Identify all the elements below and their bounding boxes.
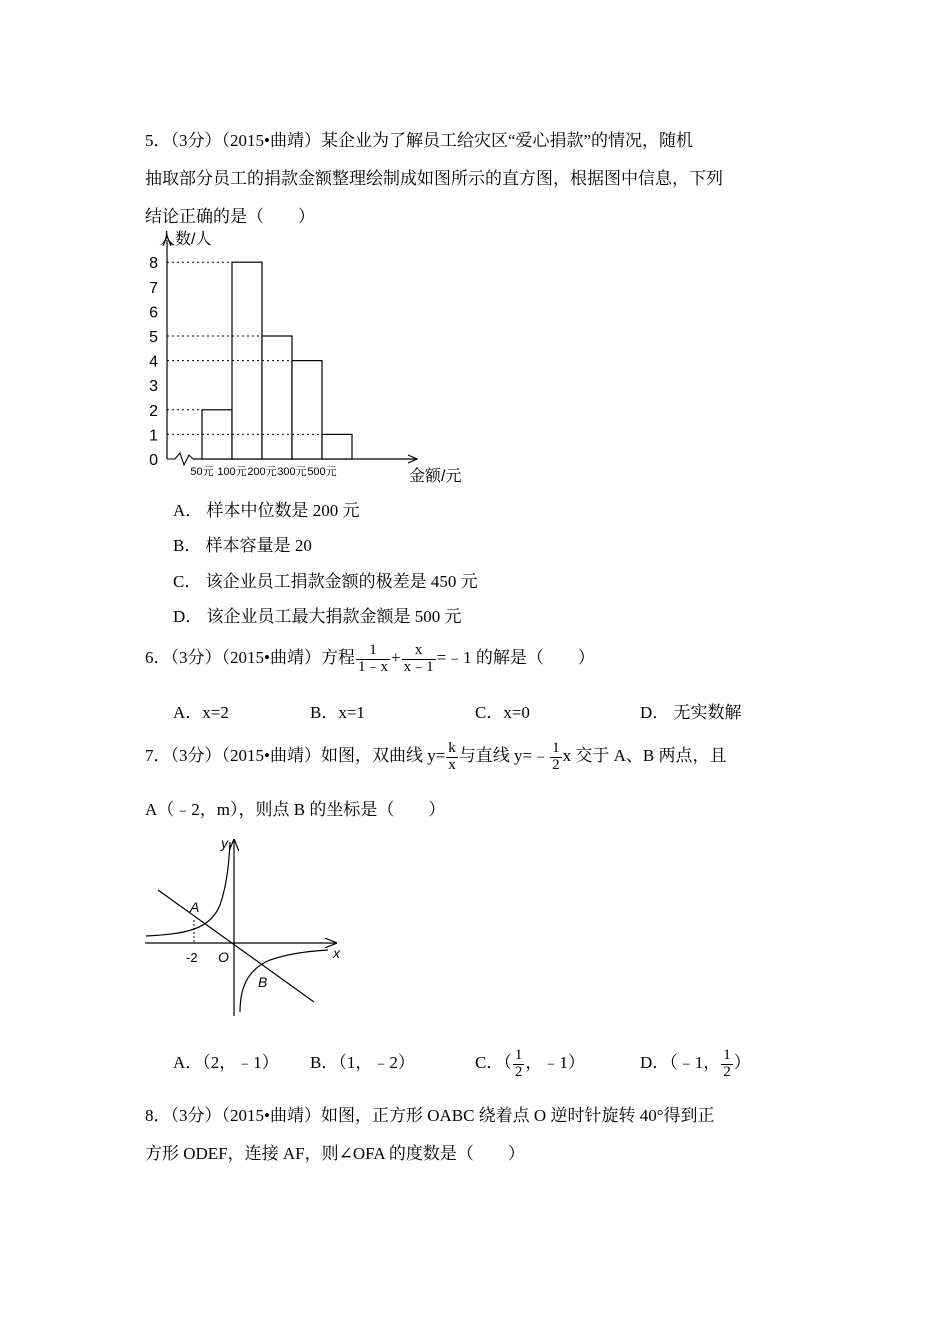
q6-f1-num: 1 <box>356 643 390 660</box>
axis-break-zigzag <box>167 453 193 465</box>
histogram-bar <box>322 434 352 459</box>
q7-option-a: A．（2，﹣1） <box>173 1053 279 1072</box>
q7-h-num: 1 <box>552 739 560 756</box>
q7-optc-den: 2 <box>514 1063 523 1080</box>
q8-line1: 8．（3分）（2015•曲靖）如图，正方形 OABC 绕着点 O 逆时针旋转 40°得到正 <box>145 1106 715 1125</box>
point-a-label: A <box>190 899 200 915</box>
x-axis-title: 金额/元 <box>409 468 462 485</box>
q7-optc-num: 1 <box>514 1046 523 1063</box>
x-tick-label: 300元 <box>277 466 307 478</box>
q8-line2: 方形 ODEF，连接 AF，则∠OFA 的度数是（ ） <box>145 1144 525 1163</box>
y-tick-label: 4 <box>149 353 158 371</box>
q7-half-fraction <box>550 741 562 774</box>
x-tick-label: 500元 <box>307 466 337 478</box>
q6-plus: + <box>390 648 401 667</box>
q6-f1-den: 1﹣x <box>357 658 388 675</box>
histogram-bar <box>262 336 292 459</box>
y-tick-label: 8 <box>149 255 158 273</box>
neg2-label: -2 <box>186 950 198 965</box>
q7-suffix: x 交于 A、B 两点，且 <box>562 746 727 765</box>
q5-option-c: C． 该企业员工捐款金额的极差是 450 元 <box>173 572 478 591</box>
point-b-label: B <box>258 974 268 990</box>
q7-option-d <box>640 1045 751 1081</box>
q7-optd-post: ） <box>733 1053 751 1072</box>
q5-line3: 结论正确的是（ ） <box>145 207 315 226</box>
q6-option-a: A．x=2 <box>173 703 229 722</box>
q7-optd-num: 1 <box>723 1046 731 1063</box>
y-tick-label: 7 <box>149 279 158 297</box>
x-label: x <box>333 945 340 961</box>
y-tick-label: 2 <box>149 402 158 420</box>
y-tick-label: 1 <box>149 427 158 445</box>
q7-optc-post: ，﹣1） <box>525 1053 585 1072</box>
origin-label: O <box>218 949 229 965</box>
q5-option-b: B． 样本容量是 20 <box>173 536 312 555</box>
q5-option-d: D． 该企业员工最大捐款金额是 500 元 <box>173 607 462 626</box>
hyperbola-branch-1 <box>146 842 230 936</box>
q7-mid: 与直线 y=﹣ <box>458 746 550 765</box>
q6-stem <box>145 638 595 678</box>
x-tick-label: 200元 <box>247 466 277 478</box>
q6-f2-den: x﹣1 <box>403 658 434 675</box>
q6-option-b: B．x=1 <box>310 703 365 722</box>
y-tick-label: 6 <box>149 304 158 322</box>
q5-line1: 5．（3分）（2015•曲靖）某企业为了解员工给灾区“爱心捐款”的情况，随机 <box>145 131 694 150</box>
y-tick-label: 0 <box>149 452 158 469</box>
q7-k-num: k <box>448 739 456 756</box>
q7-optd-fraction <box>721 1048 733 1081</box>
q7-stem <box>145 734 727 778</box>
y-axis-title: 人数/人 <box>159 231 212 248</box>
q6-option-c: C．x=0 <box>475 703 530 722</box>
y-tick-label: 3 <box>149 378 158 396</box>
q7-optc-pre: C．（ <box>475 1053 512 1072</box>
x-tick-label: 50元 <box>190 466 214 478</box>
q7-k-den: x <box>448 756 456 773</box>
line-graph <box>158 890 314 1002</box>
q7-h-den: 2 <box>552 756 560 773</box>
q7-optd-pre: D．（﹣1， <box>640 1053 721 1072</box>
q7-k-fraction <box>446 741 458 774</box>
q7-line2: A（﹣2，m），则点 B 的坐标是（ ） <box>145 800 446 819</box>
histogram-bar <box>292 361 322 459</box>
q6-prefix: 6．（3分）（2015•曲靖）方程 <box>145 648 355 667</box>
q7-option-c <box>475 1045 585 1081</box>
x-tick-label: 100元 <box>217 466 247 478</box>
q7-optc-fraction <box>513 1048 525 1081</box>
q7-option-b: B．（1，﹣2） <box>310 1053 415 1072</box>
q6-option-d: D． 无实数解 <box>640 703 742 722</box>
q7-optd-den: 2 <box>723 1063 731 1080</box>
q6-suffix: =﹣1 的解是（ ） <box>436 648 595 667</box>
q6-fraction-1 <box>356 643 390 676</box>
q5-line2: 抽取部分员工的捐款金额整理绘制成如图所示的直方图，根据图中信息，下列 <box>145 169 723 188</box>
q6-fraction-2 <box>402 643 436 676</box>
q5-option-a: A． 样本中位数是 200 元 <box>173 501 360 520</box>
y-tick-label: 5 <box>149 329 158 346</box>
histogram <box>135 228 480 490</box>
q7-graph <box>140 830 350 1020</box>
y-label: y <box>221 835 228 851</box>
q7-prefix: 7．（3分）（2015•曲靖）如图，双曲线 y= <box>145 746 446 765</box>
q6-f2-num: x <box>402 643 436 660</box>
